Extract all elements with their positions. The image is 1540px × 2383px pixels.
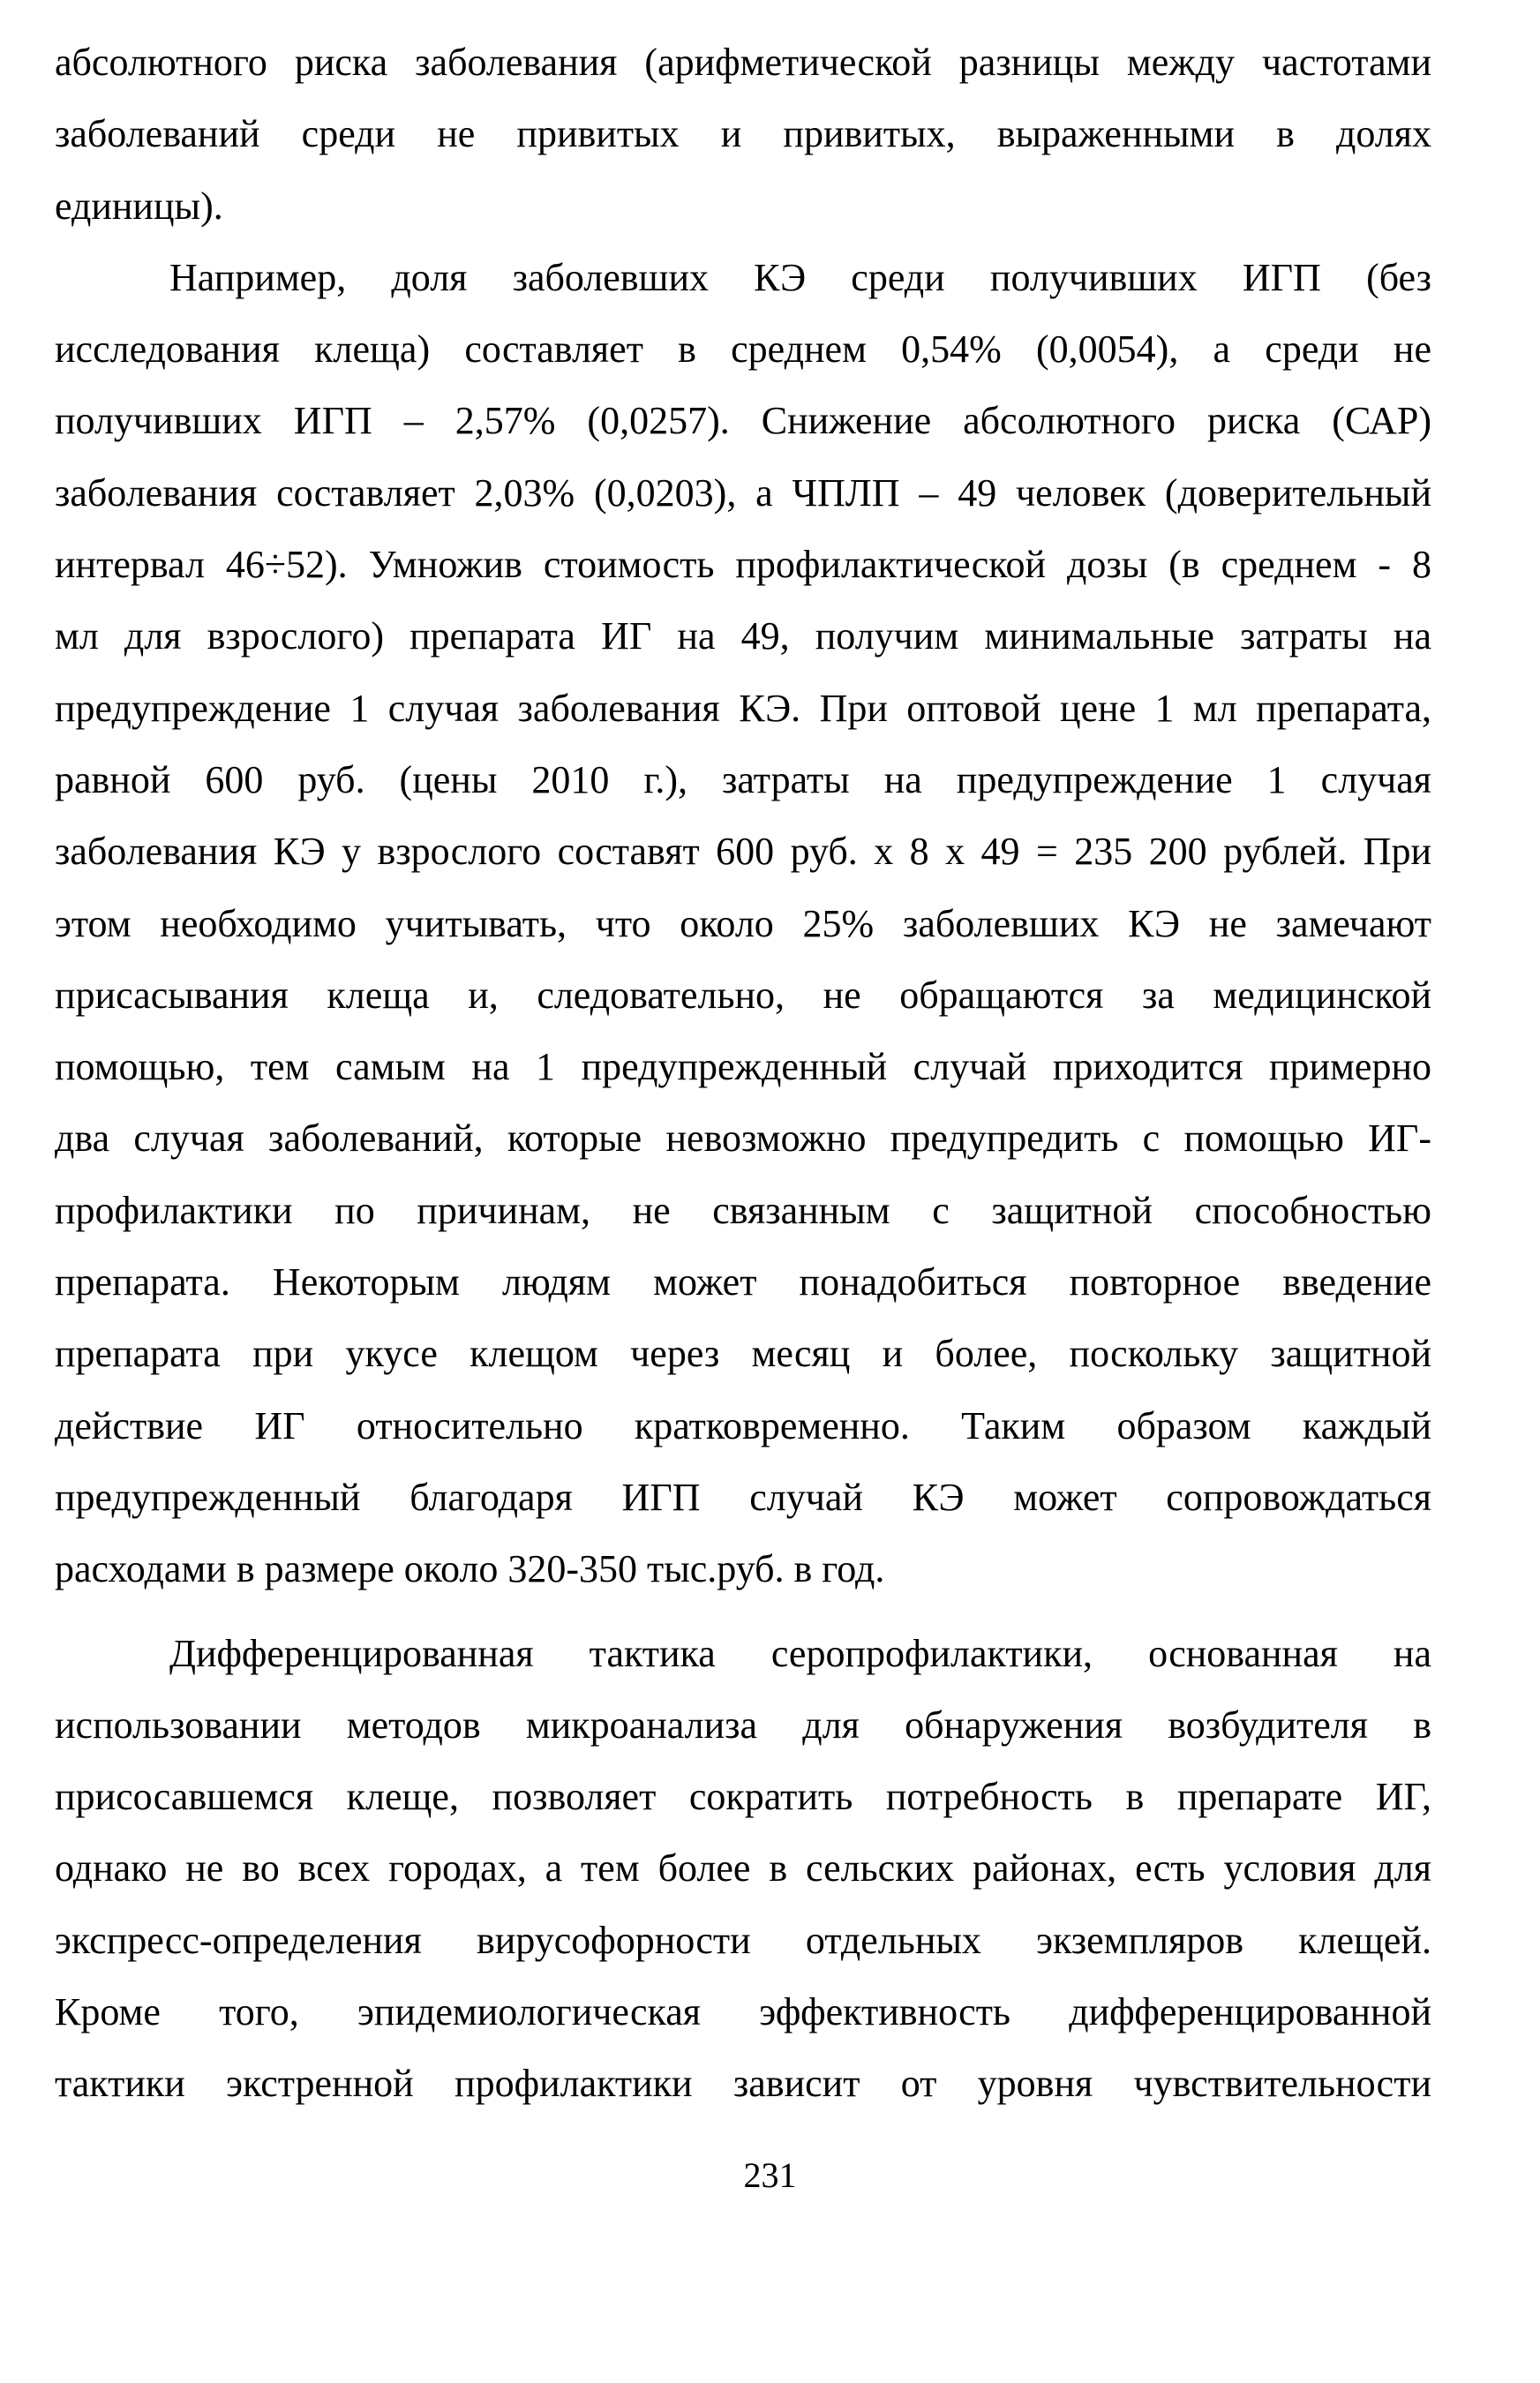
paragraph-3 — [55, 1618, 1431, 2120]
text-line: абсолютного риска заболевания (арифметической разницы между частотами — [55, 41, 1431, 84]
text-line: заболеваний среди не привитых и привитых, выраженными в долях — [55, 112, 1431, 156]
text-line: помощью, тем самым на 1 предупрежденный случай приходится примерно — [55, 1045, 1431, 1089]
text-line: равной 600 руб. (цены 2010 г.), затраты на предупреждение 1 случая — [55, 757, 1431, 801]
paragraph-2 — [55, 242, 1431, 1605]
page-number: 231 — [743, 2155, 797, 2195]
text-line: однако не во всех городах, а тем более в сельских районах, есть условия для — [55, 1846, 1431, 1891]
text-line: использовании методов микроанализа для обнаружения возбудителя в — [55, 1703, 1431, 1747]
text-line: предупрежденный благодаря ИГП случай КЭ может сопровождаться — [55, 1475, 1431, 1519]
text-line: профилактики по причинам, не связанным с защитной способностью — [55, 1188, 1431, 1232]
text-line: получивших ИГП – 2,57% (0,0257). Снижение абсолютного риска (САР) — [55, 399, 1431, 443]
text-line: действие ИГ относительно кратковременно. Таким образом каждый — [55, 1403, 1431, 1447]
document-page — [55, 26, 1431, 2120]
text-line: присосавшемся клеще, позволяет сократить потребность в препарате ИГ, — [55, 1775, 1431, 1819]
text-line: экспресс-определения вирусофорности отдельных экземпляров клещей. — [55, 1918, 1431, 1962]
text-line: Например, доля заболевших КЭ среди получивших ИГП (без — [169, 255, 1431, 299]
text-line: Кроме того, эпидемиологическая эффективность дифференцированной — [55, 1990, 1431, 2034]
text-line: предупреждение 1 случая заболевания КЭ. При оптовой цене 1 мл препарата, — [55, 686, 1431, 730]
text-line: заболевания КЭ у взрослого составят 600 руб. х 8 х 49 = 235 200 рублей. При — [55, 830, 1431, 874]
text-line: тактики экстренной профилактики зависит от уровня чувствительности — [55, 2062, 1431, 2106]
text-line: препарата при укусе клещом через месяц и более, поскольку защитной — [55, 1332, 1431, 1376]
text-line: два случая заболеваний, которые невозможно предупредить с помощью ИГ- — [55, 1116, 1431, 1161]
text-line: препарата. Некоторым людям может понадобиться повторное введение — [55, 1260, 1431, 1304]
text-line: расходами в размере около 320-350 тыс.руб. в год. — [55, 1547, 885, 1591]
text-line: исследования клеща) составляет в среднем 0,54% (0,0054), а среди не — [55, 327, 1431, 372]
text-line: этом необходимо учитывать, что около 25% заболевших КЭ не замечают — [55, 901, 1431, 945]
text-line: присасывания клеща и, следовательно, не обращаются за медицинской — [55, 973, 1431, 1017]
text-line: интервал 46÷52). Умножив стоимость профилактической дозы (в среднем - 8 — [55, 543, 1431, 587]
text-line: Дифференцированная тактика серопрофилактики, основанная на — [169, 1631, 1431, 1675]
text-line: мл для взрослого) препарата ИГ на 49, получим минимальные затраты на — [55, 614, 1431, 658]
text-line: единицы). — [55, 184, 223, 228]
paragraph-1 — [55, 26, 1431, 242]
paragraph-spacer — [55, 1605, 1431, 1618]
text-line: заболевания составляет 2,03% (0,0203), а ЧПЛП – 49 человек (доверительный — [55, 470, 1431, 515]
